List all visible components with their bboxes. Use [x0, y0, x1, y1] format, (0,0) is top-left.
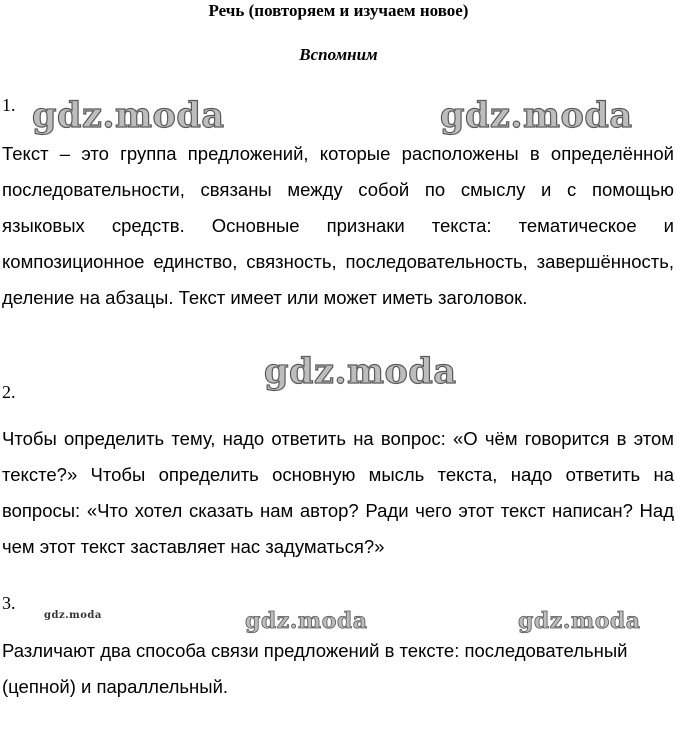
watermark-logo: gdz.moda	[32, 95, 225, 136]
item-number-1: 1.	[2, 95, 16, 115]
watermark-logo: gdz.moda	[245, 608, 368, 634]
watermark-logo: gdz.moda	[518, 608, 641, 634]
item-text-1: Текст – это группа предложений, которые расположены в определённой последовательности, связаны между собой по смыслу и с помощью языковых средств. Основные признаки текста: тематическое и композиционное единство, связность, последовательность, завершённость, деление на абзацы. Текст имеет или может иметь заголовок.	[2, 143, 674, 308]
item-number-2: 2.	[2, 382, 16, 402]
section-title: Вспомним	[299, 45, 378, 64]
item-number-3: 3.	[2, 593, 16, 613]
item-text-2: Чтобы определить тему, надо ответить на вопрос: «О чём говорится в этом тексте?» Чтобы определить основную мысль текста, надо ответить на вопросы: «Что хотел сказать нам автор? Ради чего этот текст написан? Над чем этот текст заставляет нас задуматься?»	[2, 428, 674, 557]
watermark-logo: gdz.moda	[264, 351, 457, 392]
watermark-logo: gdz.moda	[44, 610, 102, 621]
item-text-3: Различают два способа связи предложений в тексте: последовательный (цепной) и параллельный.	[2, 640, 628, 697]
watermark-logo: gdz.moda	[440, 95, 633, 136]
page-title: Речь (повторяем и изучаем новое)	[208, 1, 469, 20]
